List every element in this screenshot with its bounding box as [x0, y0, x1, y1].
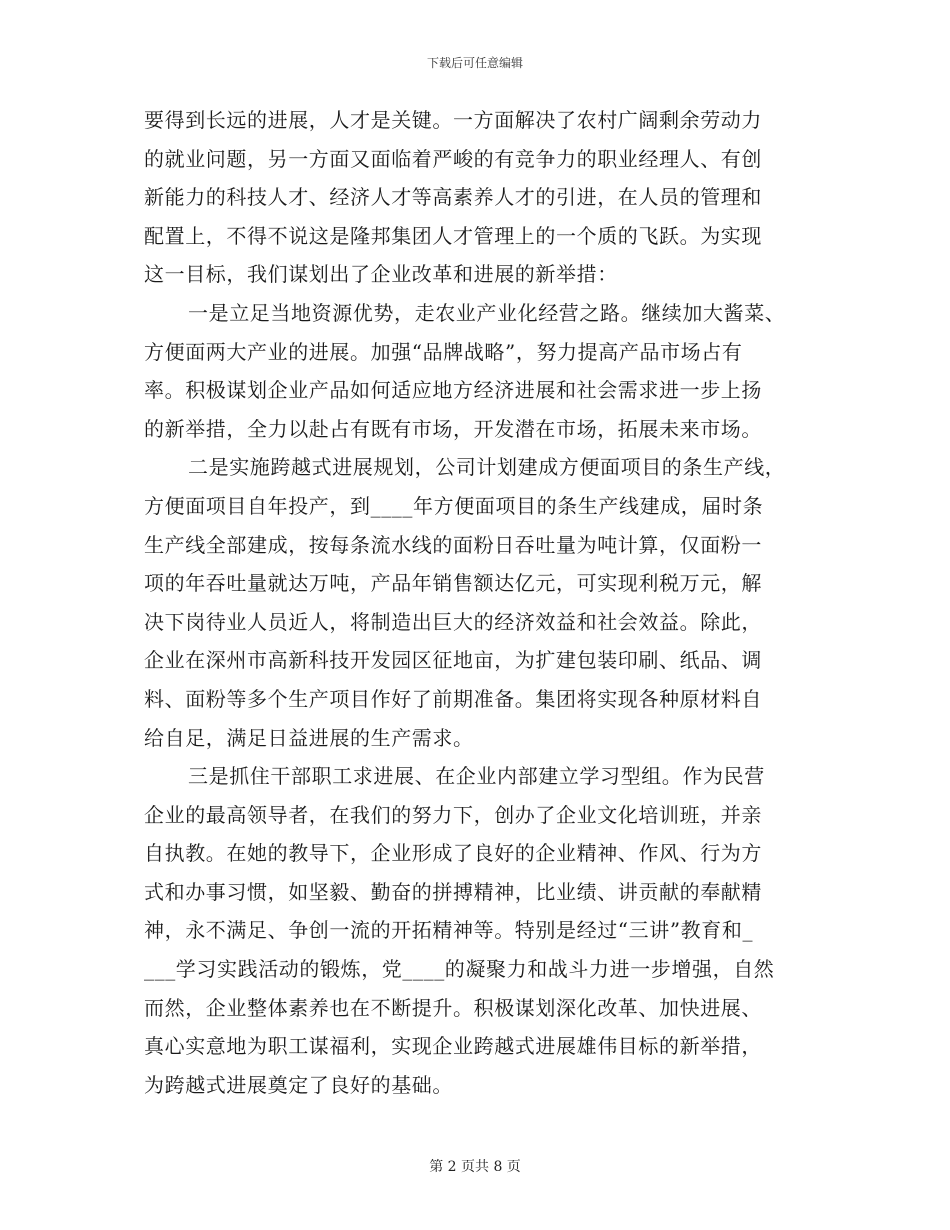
- text-line: 这一目标，我们谋划出了企业改革和进展的新举措：: [144, 262, 618, 287]
- text-line: 一是立足当地资源优势，走农业产业化经营之路。继续加大酱菜、: [188, 300, 786, 325]
- page-footer: 第 2 页共 8 页: [429, 1159, 521, 1175]
- text-line: 决下岗待业人员近人，将制造出巨大的经济效益和社会效益。除此，: [144, 609, 762, 634]
- text-line: 方便面项目自年投产，到____年方便面项目的条生产线建成，届时条: [144, 493, 764, 518]
- text-line: 企业的最高领导者，在我们的努力下，创办了企业文化培训班，并亲: [144, 802, 762, 827]
- text-line: 项的年吞吐量就达万吨，产品年销售额达亿元，可实现利税万元，解: [144, 571, 762, 596]
- text-line: 给自足，满足日益进展的生产需求。: [144, 725, 474, 750]
- text-line: 方便面两大产业的进展。加强“品牌战略”，努力提高产品市场占有: [144, 339, 743, 364]
- text-line: ___学习实践活动的锻炼，党____的凝聚力和战斗力进一步增强，自然: [144, 957, 775, 982]
- text-line: 的就业问题，另一方面又面临着严峻的有竞争力的职业经理人、有创: [144, 146, 762, 171]
- text-line: 二是实施跨越式进展规划，公司计划建成方便面项目的条生产线，: [188, 455, 786, 480]
- text-line: 而然，企业整体素养也在不断提升。积极谋划深化改革、加快进展、: [144, 995, 762, 1020]
- text-line: 为跨越式进展奠定了良好的基础。: [144, 1072, 453, 1097]
- text-line: 新能力的科技人才、经济人才等高素养人才的引进，在人员的管理和: [144, 185, 762, 210]
- document-body: [144, 101, 810, 1104]
- text-line: 的新举措，全力以赴占有既有市场，开发潜在市场，拓展未来市场。: [144, 416, 762, 441]
- text-line: 企业在深州市高新科技开发园区征地亩，为扩建包装印刷、纸品、调: [144, 648, 762, 673]
- text-line: 生产线全部建成，按每条流水线的面粉日吞吐量为吨计算，仅面粉一: [144, 532, 762, 557]
- text-line: 配置上，不得不说这是隆邦集团人才管理上的一个质的飞跃。为实现: [144, 223, 762, 248]
- text-line: 要得到长远的进展，人才是关键。一方面解决了农村广阔剩余劳动力: [144, 108, 762, 132]
- text-line: 真心实意地为职工谋福利，实现企业跨越式进展雄伟目标的新举措，: [144, 1034, 762, 1059]
- text-line: 料、面粉等多个生产项目作好了前期准备。集团将实现各种原材料自: [144, 686, 762, 711]
- text-line: 式和办事习惯，如坚毅、勤奋的拼搏精神，比业绩、讲贡献的奉献精: [144, 879, 762, 904]
- page-header: 下载后可任意编辑: [426, 56, 523, 70]
- text-line: 自执教。在她的教导下，企业形成了良好的企业精神、作风、行为方: [144, 841, 762, 866]
- text-line: 三是抓住干部职工求进展、在企业内部建立学习型组。作为民营: [188, 764, 765, 789]
- text-line: 神，永不满足、争创一流的开拓精神等。特别是经过“三讲”教育和_: [144, 918, 754, 943]
- text-line: 率。积极谋划企业产品如何适应地方经济进展和社会需求进一步上扬: [144, 378, 762, 403]
